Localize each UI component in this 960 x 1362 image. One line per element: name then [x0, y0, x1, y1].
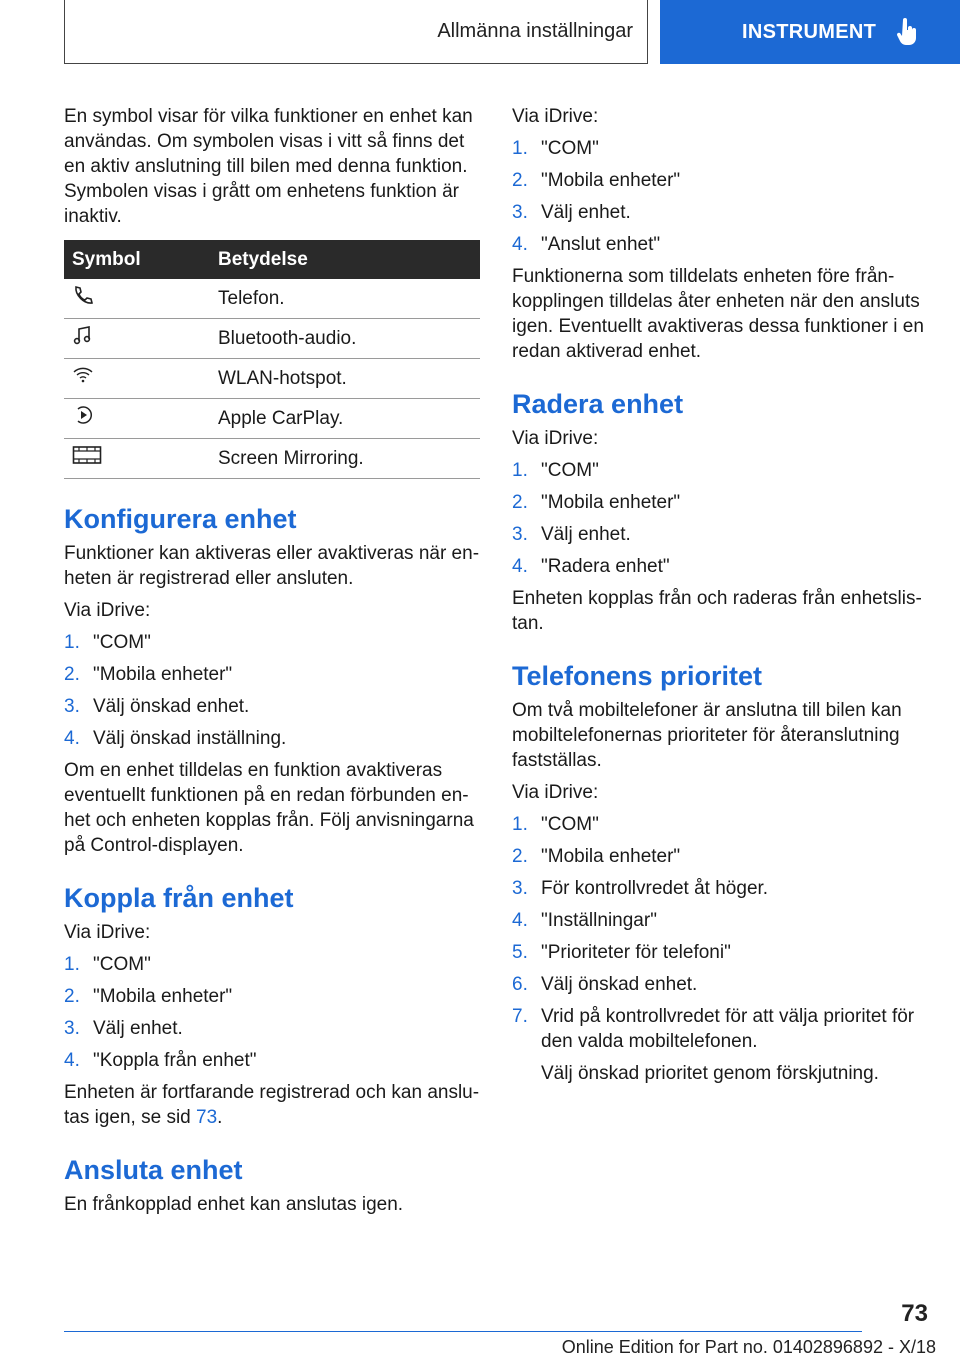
step-number: 2.	[512, 846, 528, 867]
step-text: "COM"	[93, 954, 151, 975]
meaning-cell: Apple CarPlay.	[210, 399, 480, 439]
header-chapter-tab	[660, 0, 960, 64]
step-number: 4.	[64, 728, 80, 749]
step-number: 1.	[512, 138, 528, 159]
heading-connect: Ansluta enhet	[64, 1155, 243, 1185]
step-number: 1.	[64, 632, 80, 653]
column-header-meaning: Betydelse	[210, 240, 480, 279]
header-section-title	[64, 0, 648, 64]
table-header-row	[64, 240, 480, 279]
list-item	[64, 1016, 480, 1041]
meaning-cell: Screen Mirroring.	[210, 439, 480, 479]
step-number: 4.	[512, 910, 528, 931]
symbol-table	[64, 240, 480, 479]
step-text: "Anslut enhet"	[541, 234, 661, 255]
step-text: "Mobila enheter"	[541, 492, 681, 513]
hand-pointer-icon	[896, 18, 918, 46]
list-item	[512, 490, 924, 515]
screen-mirroring-icon	[72, 444, 102, 466]
configure-text: Funktioner kan aktiveras eller avaktiveras när enheten är registrerad eller ansluten.	[64, 543, 480, 589]
meaning-cell: WLAN-hotspot.	[210, 359, 480, 399]
step-text: Välj enhet.	[541, 202, 631, 223]
priority-via: Via iDrive:	[512, 782, 599, 803]
step-text: Välj önskad enhet.	[93, 696, 250, 717]
priority-steps	[512, 812, 924, 1086]
step-number: 6.	[512, 974, 528, 995]
step-text: För kontrollvredet åt höger.	[541, 878, 769, 899]
phone-icon	[72, 284, 94, 306]
step-number: 3.	[64, 1018, 80, 1039]
step-number: 1.	[512, 814, 528, 835]
table-row	[64, 439, 480, 479]
column-header-symbol: Symbol	[64, 240, 210, 279]
connect-after: Funktionerna som tilldelats enheten före frånkopplingen tilldelas åter enheten när den ansluts igen. Eventuellt avaktiveras dessa funktioner i en redan aktiverad enhet.	[512, 266, 924, 362]
step-text: "COM"	[541, 460, 599, 481]
step-text: Välj enhet.	[93, 1018, 183, 1039]
configure-via: Via iDrive:	[64, 600, 151, 621]
list-item	[64, 1048, 480, 1073]
list-item	[512, 908, 924, 933]
step-subtext: Välj önskad prioritet genom förskjutning.	[541, 1063, 879, 1084]
step-number: 2.	[64, 986, 80, 1007]
step-text: "Mobila enheter"	[541, 170, 681, 191]
page-reference-link[interactable]: 73	[196, 1107, 218, 1128]
edition-text: Online Edition for Part no. 01402896892 - X/18	[561, 1337, 936, 1357]
step-number: 3.	[64, 696, 80, 717]
symbol-cell	[64, 319, 210, 359]
list-item	[512, 1004, 924, 1086]
list-item	[512, 458, 924, 483]
heading-delete: Radera enhet	[512, 389, 684, 419]
step-body	[541, 1004, 924, 1086]
list-item	[512, 136, 924, 161]
heading-priority: Telefonens prioritet	[512, 661, 763, 691]
list-item	[512, 876, 924, 901]
list-item	[64, 952, 480, 977]
step-number: 5.	[512, 942, 528, 963]
step-text: Välj önskad enhet.	[541, 974, 698, 995]
step-number: 3.	[512, 878, 528, 899]
list-item	[512, 200, 924, 225]
step-number: 4.	[512, 556, 528, 577]
step-text: "Koppla från enhet"	[93, 1050, 257, 1071]
step-text: "COM"	[93, 632, 151, 653]
list-item	[512, 232, 924, 257]
list-item	[64, 694, 480, 719]
right-column	[512, 104, 924, 1093]
step-text: "COM"	[541, 814, 599, 835]
list-item	[64, 726, 480, 751]
footer-divider	[64, 1331, 862, 1332]
step-text: "Mobila enheter"	[541, 846, 681, 867]
meaning-cell: Bluetooth-audio.	[210, 319, 480, 359]
step-number: 3.	[512, 524, 528, 545]
table-row	[64, 279, 480, 319]
list-item	[512, 972, 924, 997]
list-item	[64, 630, 480, 655]
step-text: "Prioriteter för telefoni"	[541, 942, 731, 963]
section-title: Allmänna inställningar	[437, 20, 633, 42]
step-number: 1.	[512, 460, 528, 481]
priority-text: Om två mobiltelefoner är anslutna till bilen kan mobiltelefonernas prioriteter för återanslutning fastställas.	[512, 700, 902, 771]
step-text: Vrid på kontrollvredet för att välja prioritet för den valda mobiltelefonen.	[541, 1006, 915, 1052]
connect-steps	[512, 136, 924, 257]
intro-paragraph: En symbol visar för vilka funktioner en enhet kan användas. Om symbolen visas i vitt så finns det en aktiv anslutning till bilen med denna funktion. Symbolen visas i grått om enhetens funktion är inaktiv.	[64, 106, 473, 227]
step-number: 4.	[512, 234, 528, 255]
table-row	[64, 319, 480, 359]
step-number: 3.	[512, 202, 528, 223]
symbol-cell	[64, 439, 210, 479]
carplay-icon	[72, 404, 94, 426]
list-item	[512, 554, 924, 579]
table-row	[64, 399, 480, 439]
heading-configure: Konfigurera enhet	[64, 504, 297, 534]
step-number: 2.	[512, 170, 528, 191]
list-item	[512, 940, 924, 965]
step-text: "Inställningar"	[541, 910, 657, 931]
delete-after: Enheten kopplas från och raderas från enhetslistan.	[512, 588, 922, 634]
list-item	[64, 662, 480, 687]
page-number: 73	[901, 1300, 928, 1327]
delete-via: Via iDrive:	[512, 428, 599, 449]
left-column	[64, 104, 480, 1224]
list-item	[512, 812, 924, 837]
disconnect-via: Via iDrive:	[64, 922, 151, 943]
step-number: 7.	[512, 1006, 528, 1027]
step-text: Välj enhet.	[541, 524, 631, 545]
disconnect-after-suffix: .	[217, 1107, 223, 1128]
music-note-icon	[72, 324, 94, 346]
configure-after: Om en enhet tilldelas en funktion avaktiveras eventuellt funktionen på en redan förbunden enhet och enheten kopplas från. Följ anvisningarna på Control-displayen.	[64, 760, 474, 856]
list-item	[512, 168, 924, 193]
step-text: "Radera enhet"	[541, 556, 670, 577]
step-text: "COM"	[541, 138, 599, 159]
step-text: "Mobila enheter"	[93, 986, 233, 1007]
connect-via: Via iDrive:	[512, 106, 599, 127]
symbol-cell	[64, 399, 210, 439]
wifi-icon	[72, 364, 94, 386]
step-number: 1.	[64, 954, 80, 975]
configure-steps	[64, 630, 480, 751]
list-item	[512, 844, 924, 869]
delete-steps	[512, 458, 924, 579]
step-number: 2.	[64, 664, 80, 685]
chapter-title: INSTRUMENT	[742, 20, 877, 43]
disconnect-steps	[64, 952, 480, 1073]
step-number: 4.	[64, 1050, 80, 1071]
step-text: Välj önskad inställning.	[93, 728, 287, 749]
step-text: "Mobila enheter"	[93, 664, 233, 685]
heading-disconnect: Koppla från enhet	[64, 883, 294, 913]
list-item	[64, 984, 480, 1009]
symbol-cell	[64, 279, 210, 319]
meaning-cell: Telefon.	[210, 279, 480, 319]
disconnect-after	[64, 1080, 480, 1130]
table-row	[64, 359, 480, 399]
symbol-cell	[64, 359, 210, 399]
disconnect-after-text: Enheten är fortfarande registrerad och kan anslutas igen, se sid	[64, 1082, 480, 1128]
step-number: 2.	[512, 492, 528, 513]
connect-text: En frånkopplad enhet kan anslutas igen.	[64, 1194, 404, 1215]
list-item	[512, 522, 924, 547]
